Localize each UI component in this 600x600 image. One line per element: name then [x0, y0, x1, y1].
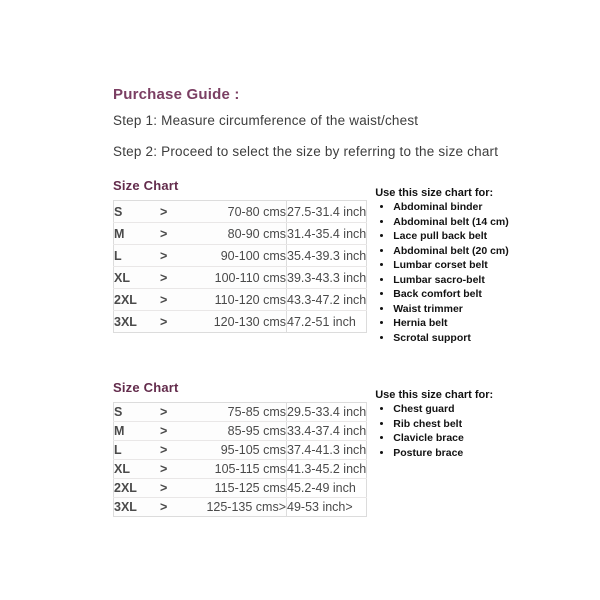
size-inch-cell: 49-53 inch>	[287, 498, 367, 517]
usage-item: • Hernia belt	[393, 318, 510, 329]
size-cms-cell: 95-105 cms	[200, 441, 287, 460]
size-chart-section-1	[113, 178, 513, 347]
size-row	[114, 267, 367, 289]
size-size-cell: XL	[114, 460, 161, 479]
size-size-cell: 3XL	[114, 314, 137, 329]
size-inch-cell: 33.4-37.4 inch	[287, 422, 367, 441]
size-row	[114, 311, 367, 333]
size-cms-cell: 110-120 cms	[200, 289, 287, 311]
size-inch-cell: 47.2-51 inch	[287, 311, 367, 333]
size-arrow-cell: >	[160, 460, 200, 479]
size-inch-cell: 35.4-39.3 inch	[287, 245, 367, 267]
size-row	[114, 245, 367, 267]
size-arrow-cell: >	[160, 422, 200, 441]
size-size-cell: 2XL	[114, 289, 161, 311]
page-content	[113, 86, 513, 517]
size-chart-heading: Size Chart	[113, 178, 179, 193]
size-cms-cell: 120-130 cms	[213, 314, 286, 329]
usage-block	[375, 389, 510, 462]
usage-title: Use this size chart for:	[375, 389, 494, 402]
size-arrow-cell: >	[160, 267, 200, 289]
size-arrow-cell: >	[160, 223, 200, 245]
size-size-cell: M	[114, 422, 161, 441]
page-title: Purchase Guide :	[113, 86, 240, 103]
size-chart-table	[113, 200, 367, 333]
size-size-cell: XL	[114, 267, 161, 289]
size-arrow-cell: >	[160, 479, 200, 498]
usage-list	[375, 202, 510, 344]
size-row	[114, 403, 367, 422]
usage-list	[375, 404, 510, 459]
size-inch-cell: 43.3-47.2 inch	[287, 289, 367, 311]
size-size-cell: S	[114, 201, 161, 223]
usage-item: • Abdominal binder	[393, 202, 510, 213]
size-cms-cell: 125-135 cms>	[206, 500, 286, 515]
size-size-cell: S	[114, 403, 161, 422]
size-inch-cell: 37.4-41.3 inch	[287, 441, 367, 460]
size-arrow-cell: >	[160, 314, 168, 329]
size-inch-cell: 29.5-33.4 inch	[287, 403, 367, 422]
size-chart-row-wrap	[113, 187, 513, 347]
size-size-cell: M	[114, 223, 161, 245]
size-cms-cell: 90-100 cms	[200, 245, 287, 267]
usage-item: • Waist trimmer	[393, 304, 510, 315]
size-arrow-cell: >	[160, 441, 200, 460]
size-chart-heading: Size Chart	[113, 380, 179, 396]
size-row	[114, 422, 367, 441]
size-size-cell: L	[114, 441, 161, 460]
size-arrow-cell: >	[160, 245, 200, 267]
size-row	[114, 289, 367, 311]
size-row	[114, 441, 367, 460]
size-chart-row-wrap	[113, 389, 513, 517]
usage-item: • Back comfort belt	[393, 289, 510, 300]
usage-block	[375, 187, 510, 347]
size-inch-cell: 27.5-31.4 inch	[287, 201, 367, 223]
step-1-text: Step 1: Measure circumference of the waist/chest	[113, 113, 419, 128]
usage-item: • Lumbar sacro-belt	[393, 275, 510, 286]
usage-item: • Abdominal belt (14 cm)	[393, 217, 510, 228]
usage-item: • Abdominal belt (20 cm)	[393, 246, 510, 257]
size-chart-table-body	[114, 403, 367, 517]
usage-item: • Rib chest belt	[393, 419, 510, 430]
size-cms-cell: 105-115 cms	[200, 460, 287, 479]
size-cms-cell: 100-110 cms	[200, 267, 287, 289]
size-inch-cell: 39.3-43.3 inch	[287, 267, 367, 289]
size-row	[114, 479, 367, 498]
size-arrow-cell: >	[160, 289, 200, 311]
size-inch-cell: 45.2-49 inch	[287, 479, 367, 498]
size-size-cell: 3XL	[114, 500, 137, 515]
size-arrow-cell: >	[160, 201, 200, 223]
size-chart-table-body	[114, 201, 367, 333]
size-arrow-cell: >	[160, 500, 168, 515]
usage-item: • Posture brace	[393, 448, 510, 459]
size-chart-section-2	[113, 380, 513, 517]
size-cms-cell: 75-85 cms	[200, 403, 287, 422]
usage-item: • Scrotal support	[393, 333, 510, 344]
size-inch-cell: 31.4-35.4 inch	[287, 223, 367, 245]
size-size-cell: 2XL	[114, 479, 161, 498]
size-row	[114, 201, 367, 223]
usage-item: • Chest guard	[393, 404, 510, 415]
usage-item: • Lace pull back belt	[393, 231, 510, 242]
usage-title: Use this size chart for:	[375, 187, 494, 199]
size-inch-cell: 41.3-45.2 inch	[287, 460, 367, 479]
size-size-cell: L	[114, 245, 161, 267]
size-chart-table	[113, 402, 367, 517]
size-arrow-cell: >	[160, 403, 200, 422]
size-cms-cell: 70-80 cms	[200, 201, 287, 223]
size-row	[114, 498, 367, 517]
usage-item: • Clavicle brace	[393, 433, 510, 444]
usage-item: • Lumbar corset belt	[393, 260, 510, 271]
size-cms-cell: 115-125 cms	[200, 479, 287, 498]
size-cms-cell: 85-95 cms	[200, 422, 287, 441]
size-row	[114, 223, 367, 245]
step-2-text: Step 2: Proceed to select the size by referring to the size chart	[113, 144, 499, 159]
size-row	[114, 460, 367, 479]
size-cms-cell: 80-90 cms	[200, 223, 287, 245]
